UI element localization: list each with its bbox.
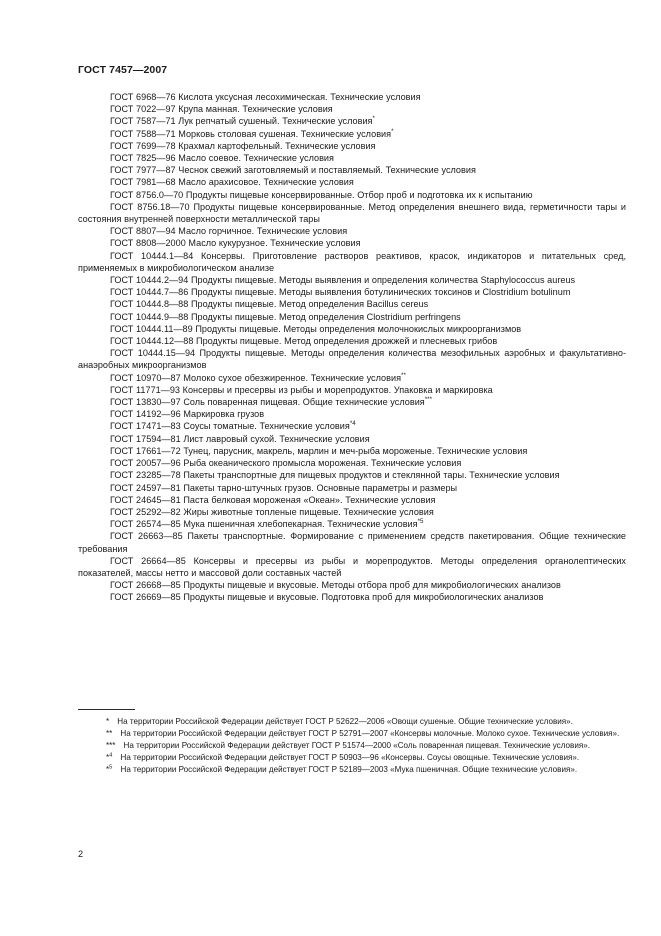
footnote-entry-marker-base: **	[106, 729, 113, 738]
page-number: 2	[78, 849, 84, 859]
standard-reference-text: ГОСТ 10444.2—94 Продукты пищевые. Методы выявления и определения количества Staphylococcus aureus	[110, 275, 576, 286]
footnote-entry-marker-index: 5	[109, 764, 113, 771]
standard-reference-line	[78, 347, 626, 371]
footnote-marker: *	[372, 115, 375, 123]
standard-reference-line	[78, 274, 626, 286]
standard-reference-line	[78, 164, 626, 176]
page-header-standard-number: ГОСТ 7457—2007	[78, 64, 168, 76]
standard-reference-line	[78, 555, 626, 579]
standard-reference-text: ГОСТ 25292—82 Жиры животные топленые пищевые. Технические условия	[110, 506, 434, 517]
standard-reference-line	[78, 103, 626, 115]
standard-reference-text: ГОСТ 7699—78 Крахмал картофельный. Технические условия	[110, 140, 376, 151]
standard-reference-text: ГОСТ 13830—97 Соль поваренная пищевая. Общие технические условия	[110, 397, 425, 408]
footnote-entry	[78, 728, 626, 739]
footnote-entry-marker-base: *	[106, 753, 110, 762]
standard-reference-text: ГОСТ 10444.12—88 Продукты пищевые. Метод определения дрожжей и плесневых грибов	[110, 336, 498, 347]
footnote-entry-marker	[106, 765, 112, 774]
standard-reference-text: ГОСТ 24597—81 Пакеты тарно-штучных грузов. Основные параметры и размеры	[110, 482, 458, 493]
standard-reference-text: ГОСТ 10444.8—88 Продукты пищевые. Метод определения Bacillus cereus	[110, 299, 429, 310]
standard-reference-text: ГОСТ 6968—76 Кислота уксусная лесохимическая. Технические условия	[110, 92, 421, 102]
standard-reference-line	[78, 408, 626, 420]
standard-reference-line	[78, 372, 626, 384]
normative-references-list	[78, 91, 626, 604]
standard-reference-text: ГОСТ 7587—71 Лук репчатый сушеный. Технические условия	[110, 116, 373, 127]
standard-reference-line	[78, 494, 626, 506]
standard-reference-text: ГОСТ 7588—71 Морковь столовая сушеная. Технические условия	[110, 128, 392, 139]
standard-reference-line	[78, 91, 626, 103]
standard-reference-line	[78, 457, 626, 469]
footnote-entry-text: На территории Российской Федерации действует ГОСТ Р 50903—96 «Консервы. Соусы овощные. Технические условия».	[120, 753, 580, 762]
standard-reference-text: ГОСТ 10444.9—88 Продукты пищевые. Метод определения Clostridium perfringens	[110, 311, 461, 322]
standard-reference-text: ГОСТ 10444.7—86 Продукты пищевые. Методы выявления ботулинических токсинов и Clostridium botulinum	[110, 287, 571, 298]
standard-reference-text: ГОСТ 17594—81 Лист лавровый сухой. Технические условия	[110, 433, 370, 444]
footnote-entry	[78, 764, 626, 775]
footnote-entry-text: На территории Российской Федерации действует ГОСТ Р 51574—2000 «Соль поваренная пищевая. Технические условия».	[123, 741, 591, 750]
standard-reference-text: ГОСТ 23285—78 Пакеты транспортные для пищевых продуктов и стеклянной тары. Технические условия	[110, 470, 560, 481]
standard-reference-text: ГОСТ 24645—81 Паста белковая мороженая «Океан». Технические условия	[110, 494, 436, 505]
standard-reference-line	[78, 591, 626, 603]
footnote-entry-text: На территории Российской Федерации действует ГОСТ Р 52189—2003 «Мука пшеничная. Общие технические условия».	[120, 765, 578, 774]
standard-reference-text: ГОСТ 7981—68 Масло арахисовое. Технические условия	[110, 177, 354, 188]
standard-reference-text: ГОСТ 10444.15—94 Продукты пищевые. Методы определения количества мезофильных аэробных и факультативно-анаэробных микроорганизмов	[78, 348, 626, 371]
standard-reference-text: ГОСТ 10444.1—84 Консервы. Приготовление растворов реактивов, красок, индикаторов и питательных сред, применяемых в микробиологическом анализе	[78, 250, 626, 273]
standard-reference-text: ГОСТ 26668—85 Продукты пищевые и вкусовые. Методы отбора проб для микробиологических анализов	[110, 580, 561, 591]
standard-reference-text: ГОСТ 17471—83 Соусы томатные. Технические условия	[110, 421, 350, 432]
footnote-marker: *4	[349, 420, 356, 428]
footnote-entry-marker	[106, 753, 112, 762]
standard-reference-line	[78, 384, 626, 396]
footnote-entry	[78, 752, 626, 763]
footnote-entry-text: На территории Российской Федерации действует ГОСТ Р 52791—2007 «Консервы молочные. Молоко сухое. Технические условия».	[120, 729, 620, 738]
footnote-entry-marker-base: *	[106, 717, 110, 726]
footnote-marker: **	[401, 371, 406, 379]
standard-reference-line	[78, 433, 626, 445]
standard-reference-line	[78, 445, 626, 457]
standard-reference-text: ГОСТ 11771—93 Консервы и пресервы из рыбы и морепродуктов. Упаковка и маркировка	[110, 384, 493, 395]
footnote-entry-text: На территории Российской Федерации действует ГОСТ Р 52622—2006 «Овощи сушеные. Общие технические условия».	[117, 717, 573, 726]
standard-reference-text: ГОСТ 26574—85 Мука пшеничная хлебопекарная. Технические условия	[110, 519, 418, 530]
standard-reference-text: ГОСТ 17661—72 Тунец, парусник, макрель, марлин и меч-рыба мороженые. Технические условия	[110, 445, 528, 456]
footnote-entry-marker-base: *	[106, 765, 110, 774]
standard-reference-line	[78, 311, 626, 323]
footnote-marker: *	[391, 127, 394, 135]
footnote-entry-marker	[106, 717, 109, 726]
standard-reference-line	[78, 482, 626, 494]
standard-reference-line	[78, 237, 626, 249]
standard-reference-text: ГОСТ 14192—96 Маркировка грузов	[110, 409, 265, 420]
footnote-entry	[78, 740, 626, 751]
standard-reference-text: ГОСТ 8756.0—70 Продукты пищевые консервированные. Отбор проб и подготовка их к испытанию	[110, 189, 533, 200]
standard-reference-text: ГОСТ 26663—85 Пакеты транспортные. Формирование с применением средств пакетирования. Общие технические требования	[78, 531, 626, 554]
footnote-marker: ***	[424, 396, 433, 404]
standard-reference-line	[78, 298, 626, 310]
standard-reference-text: ГОСТ 7022—97 Крупа манная. Технические условия	[110, 104, 333, 115]
standard-reference-line	[78, 286, 626, 298]
standard-reference-text: ГОСТ 10444.11—89 Продукты пищевые. Методы определения молочнокислых микроорганизмов	[110, 323, 522, 334]
standard-reference-text: ГОСТ 8808—2000 Масло кукурузное. Технические условия	[110, 238, 361, 249]
standard-reference-line	[78, 506, 626, 518]
standard-reference-line	[78, 335, 626, 347]
standard-reference-line	[78, 530, 626, 554]
standard-reference-line	[78, 250, 626, 274]
standard-reference-text: ГОСТ 20057—96 Рыба океанического промысла мороженая. Технические условия	[110, 458, 462, 469]
footnote-entry-marker-index: 4	[109, 752, 113, 759]
standard-reference-line	[78, 396, 626, 408]
standard-reference-line	[78, 201, 626, 225]
standard-reference-line	[78, 469, 626, 481]
standard-reference-text: ГОСТ 7825—96 Масло соевое. Технические условия	[110, 153, 334, 164]
footnote-entry-marker	[106, 729, 112, 738]
standard-reference-line	[78, 152, 626, 164]
standard-reference-line	[78, 140, 626, 152]
standard-reference-line	[78, 579, 626, 591]
standard-reference-line	[78, 189, 626, 201]
footnote-entry-marker-base: ***	[106, 741, 116, 750]
standard-reference-text: ГОСТ 8807—94 Масло горчичное. Технические условия	[110, 226, 348, 237]
footnote-separator-rule	[78, 709, 135, 710]
standard-reference-line	[78, 115, 626, 127]
footnote-entry-marker	[106, 741, 115, 750]
standard-reference-line	[78, 323, 626, 335]
standard-reference-line	[78, 518, 626, 530]
standard-reference-text: ГОСТ 26664—85 Консервы и пресервы из рыбы и морепродуктов. Методы определения органолептических показателей, массы нетто и массовой доли составных частей	[78, 555, 626, 578]
standard-reference-text: ГОСТ 26669—85 Продукты пищевые и вкусовые. Подготовка проб для микробиологических анализов	[110, 592, 544, 603]
footnote-entry	[78, 716, 626, 727]
standard-reference-line	[78, 128, 626, 140]
footnotes-block	[78, 716, 626, 776]
standard-reference-line	[78, 225, 626, 237]
footnote-marker: *5	[417, 518, 424, 526]
standard-reference-line	[78, 420, 626, 432]
standard-reference-text: ГОСТ 10970—87 Молоко сухое обезжиренное. Технические условия	[110, 372, 402, 383]
standard-reference-line	[78, 176, 626, 188]
standard-reference-text: ГОСТ 7977—87 Чеснок свежий заготовляемый и поставляемый. Технические условия	[110, 165, 476, 176]
standard-reference-text: ГОСТ 8756.18—70 Продукты пищевые консервированные. Метод определения внешнего вида, герметичности тары и состояния внутренней поверхности металлической тары	[78, 201, 626, 225]
